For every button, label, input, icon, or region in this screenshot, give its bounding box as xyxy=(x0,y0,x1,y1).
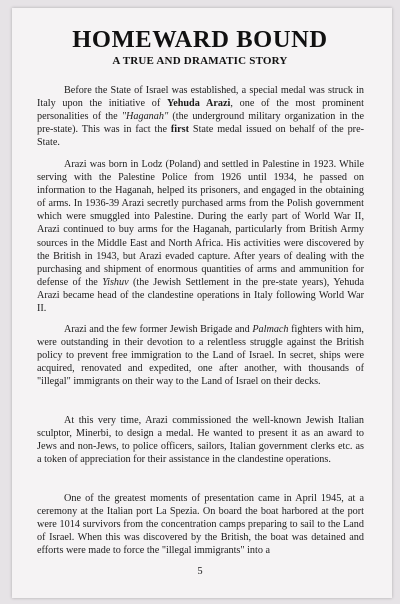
italic-text: Palmach xyxy=(252,324,289,335)
text-run: (the underground military organization in the pre-state). This was in fact the xyxy=(37,111,364,136)
text-run: Arazi was born in Lodz (Poland) and settled in Palestine in 1923. While serving with the Palestine Police from 1926 until 1934, he passed on information to the Haganah, helped its prisoners, and engaged in the obtaining of arms. In 1936-39 Arazi secretly purchased arms from the Polish government which were smuggled into Palestine. During the early part of World War II, Arazi continued to buy arms for the Haganah, particularly from British Army sources in the Middle East and North Africa. His activities were discovered by the British in 1943, but Arazi evaded capture. After years of dealing with the purchasing and shipment of enormous quantities of arms and ammunition for defense of the xyxy=(37,159,364,288)
page-title: HOMEWARD BOUND xyxy=(72,26,328,53)
text-run: Arazi and the few former Jewish Brigade and xyxy=(64,324,253,335)
text-run: Before the State of Israel was established, a special medal was struck in Italy upon the initiative of xyxy=(37,85,364,110)
text-run: (the Jewish Settlement in the pre-state years), Yehuda Arazi became head of the clandestine operations in Italy following World War II. xyxy=(37,276,365,315)
paragraph-3 xyxy=(37,323,364,388)
italic-text: "Haganah" xyxy=(121,111,169,123)
italic-text: Yishuv xyxy=(102,276,129,288)
text-run: , one of the most prominent personalities of the xyxy=(37,98,364,123)
paragraph-5 xyxy=(37,492,364,557)
paragraph-1 xyxy=(37,84,364,149)
text-run: State medal issued on behalf of the pre- State. xyxy=(37,124,364,149)
bold-text: first xyxy=(170,124,189,136)
text-run: fighters with him, were outstanding in their devotion to a relentless struggle against the British policy to prevent free immigration to the Land of Israel. In secret, ships were acquired, renovated and expedited, one after another, with thousands of "illegal" immigrants on their way to the Land of Israel on their decks. xyxy=(37,324,364,388)
paragraph-2 xyxy=(37,158,364,315)
page-number: 5 xyxy=(197,566,203,577)
bold-text: Yehuda Arazi xyxy=(166,98,231,110)
text-run: One of the greatest moments of presentation came in April 1945, at a ceremony at the Italian port La Spezia. On board the boat harbored at the port were 1014 survivors from the concentration camps preparing to sail to the Land of Israel. When this was discovered by the British, the boat was detained and efforts were made to force the "illegal immigrants" into a xyxy=(37,493,364,557)
paragraph-4 xyxy=(37,414,364,466)
text-run: At this very time, Arazi commissioned the well-known Jewish Italian sculptor, Minerbi, to design a medal. He wanted to present it as an award to Jews and non-Jews, to police officers, sailors, Italian government clerks etc. as a token of appreciation for their assistance in the clandestine operations. xyxy=(37,415,364,466)
page-subtitle: A TRUE AND DRAMATIC STORY xyxy=(112,55,288,67)
